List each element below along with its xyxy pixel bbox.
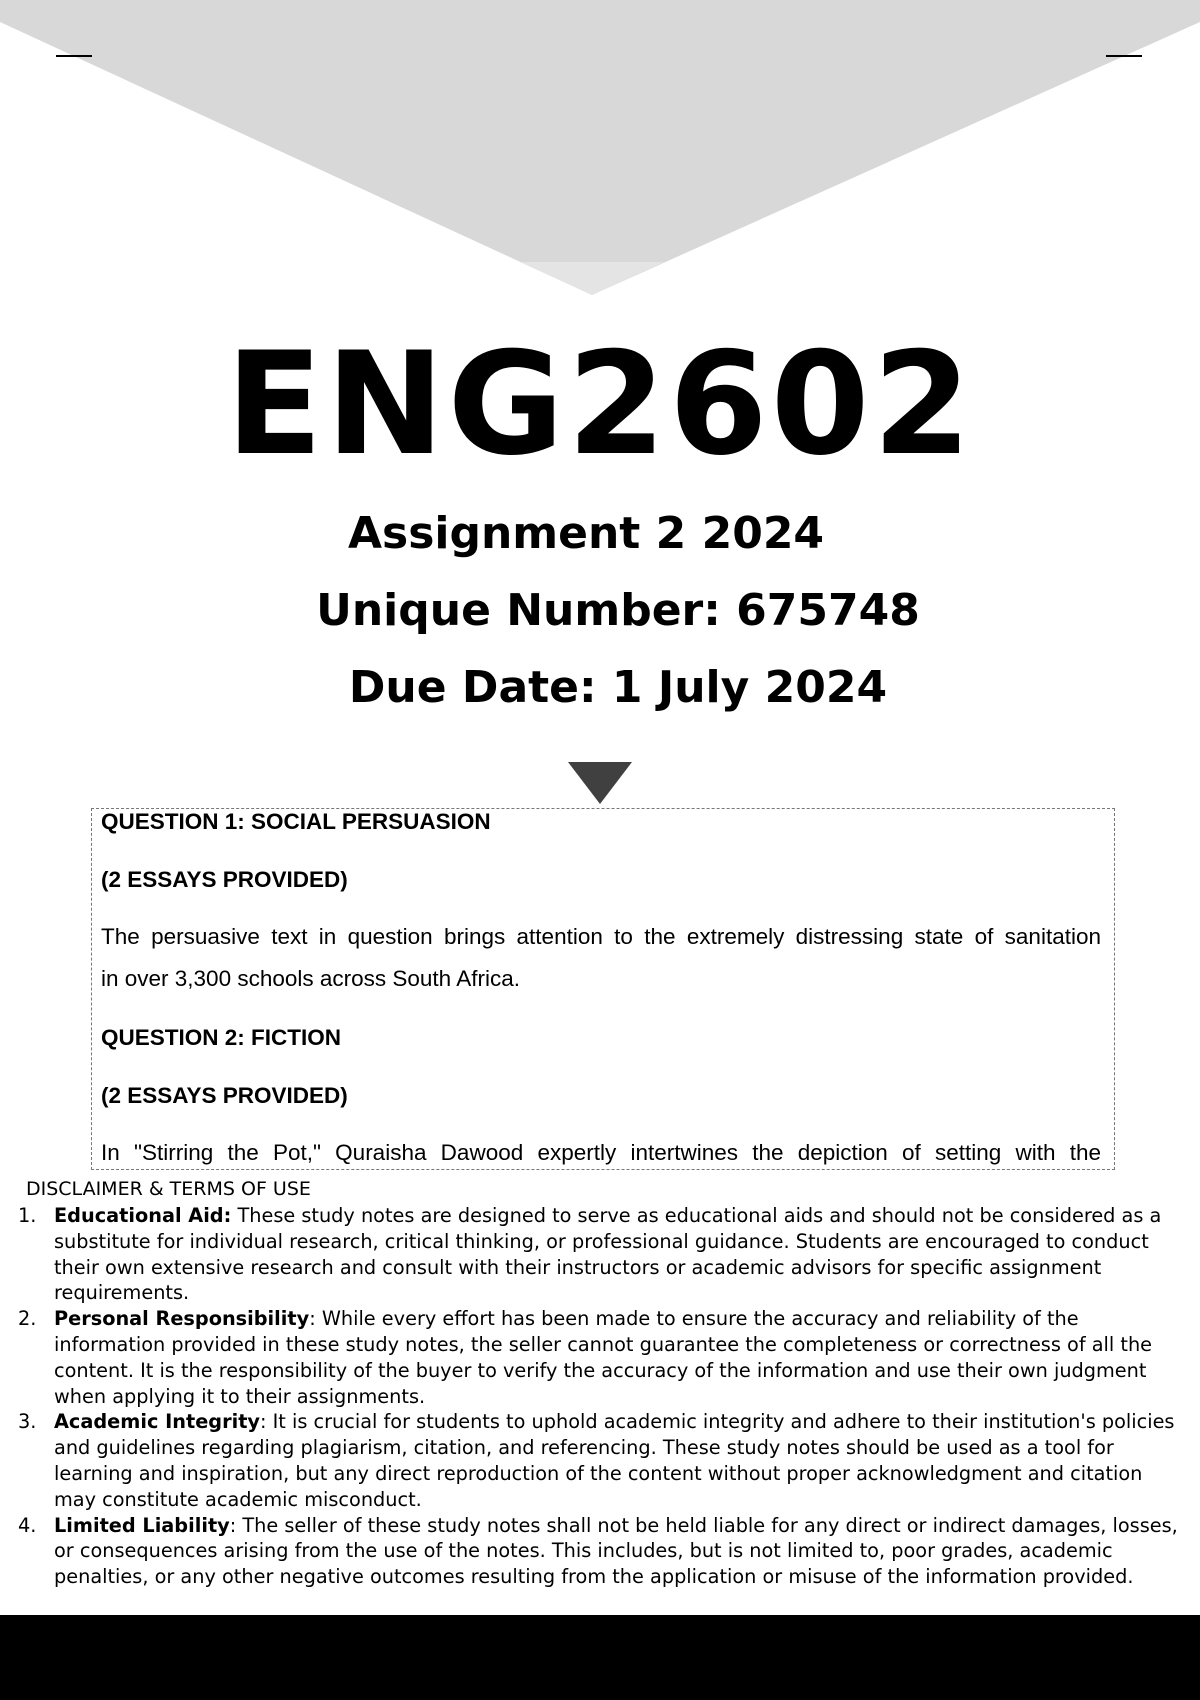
terms-list-item [0, 1409, 1190, 1512]
term-text: : While every effort has been made to ensure the accuracy and reliability of the information provided in these study notes, the seller cannot guarantee the completeness or correctness of all the content. It is the responsibility of the buyer to verify the accuracy of the information and use their own judgment when applying it to their assignments. [54, 1307, 1153, 1408]
banner-inner-notch [520, 262, 664, 295]
due-date-label: Due Date: 1 July 2024 [348, 662, 888, 713]
question-1-text-line-2: in over 3,300 schools across South Africa. [101, 966, 520, 991]
footer-bar [0, 1615, 1200, 1700]
content-preview-box [91, 808, 1115, 1170]
term-text: : The seller of these study notes shall not be held liable for any direct or indirect damages, losses, or consequences arising from the use of the notes. This includes, but is not limited to, poor grades, academic penalties, or any other negative outcomes resulting from the application or misuse of the information provided. [54, 1513, 1178, 1589]
term-heading: Personal Responsibility [54, 1307, 310, 1331]
question-2-text-line-1: In "Stirring the Pot," Quraisha Dawood expertly intertwines the depiction of setting with the [101, 1140, 1101, 1165]
terms-list-item [0, 1513, 1190, 1590]
question-2-heading: QUESTION 2: FICTION [101, 1025, 342, 1050]
assignment-label: Assignment 2 2024 [347, 508, 825, 559]
question-2-note: (2 ESSAYS PROVIDED) [101, 1083, 348, 1108]
term-number: 1. [18, 1204, 37, 1227]
corner-rule-left [56, 55, 92, 57]
term-heading: Educational Aid: [54, 1204, 232, 1227]
term-number: 2. [18, 1307, 37, 1331]
term-number: 3. [18, 1410, 37, 1434]
course-code-title: ENG2602 [225, 322, 975, 487]
term-text: : It is crucial for students to uphold academic integrity and adhere to their institution's policies and guidelines regarding plagiarism, citation, and referencing. These study notes should be used as a tool for learning and inspiration, but any direct reproduction of the content without proper acknowledgment and citation may constitute academic misconduct. [54, 1410, 1175, 1511]
corner-rule-right [1106, 55, 1142, 57]
down-triangle-icon [568, 762, 632, 804]
term-heading: Academic Integrity [54, 1410, 260, 1434]
term-text: These study notes are designed to serve as educational aids and should not be considered as a substitute for individual research, critical thinking, or professional guidance. Students are encouraged to conduct their own extensive research and consult with their instructors or academic advisors for specific assignment requirements. [54, 1204, 1162, 1305]
terms-list [0, 1203, 1190, 1590]
term-heading: Limited Liability [54, 1513, 230, 1537]
disclaimer-title: DISCLAIMER & TERMS OF USE [26, 1178, 311, 1200]
question-1-note: (2 ESSAYS PROVIDED) [101, 867, 348, 892]
question-1-text-line-1: The persuasive text in question brings attention to the extremely distressing state of sanitation [101, 924, 1101, 949]
question-1-heading: QUESTION 1: SOCIAL PERSUASION [101, 809, 491, 834]
terms-list-item [0, 1203, 1190, 1306]
banner-chevron-shape [0, 0, 1200, 295]
term-number: 4. [18, 1513, 37, 1537]
terms-list-item [0, 1306, 1190, 1409]
unique-number-label: Unique Number: 675748 [316, 585, 920, 636]
header-banner-graphic [0, 0, 1200, 300]
